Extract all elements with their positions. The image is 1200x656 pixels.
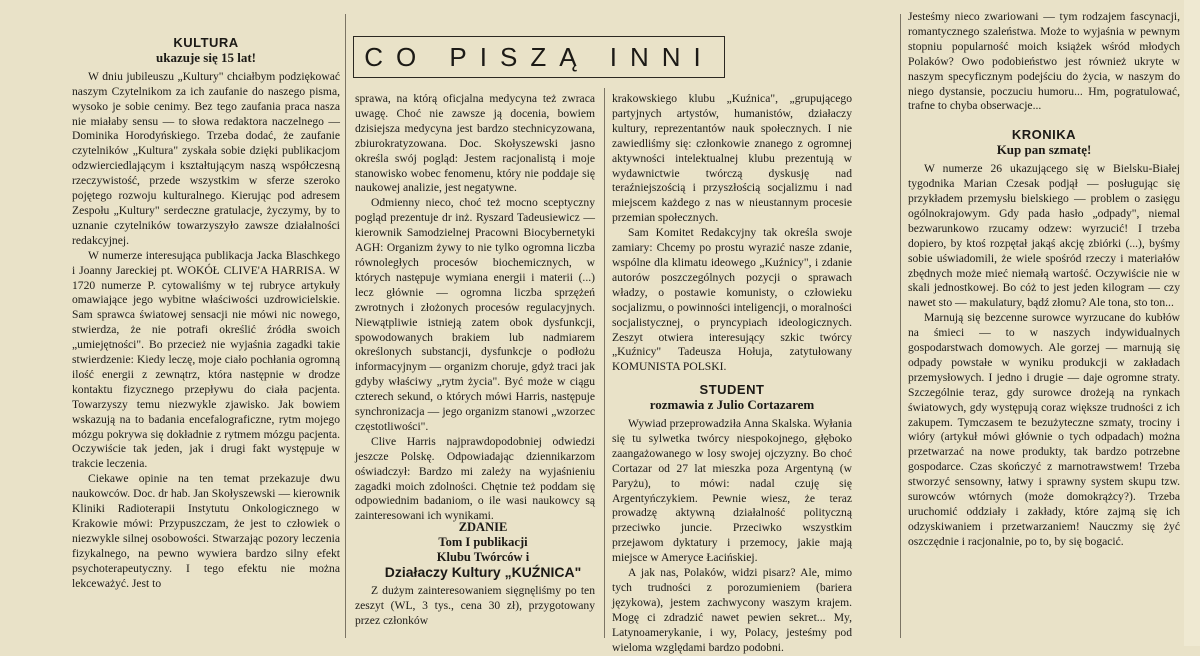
column-zdanie-cont [612,92,852,654]
student-title: STUDENT [699,382,765,398]
student-paragraph-1: Wywiad przeprowadziła Anna Skalska. Wyłania się tu sylwetka twórcy niespokojnego, głęboko zaangażowanego w losy swojej ojczyzny. Bo choć Cortazar od 27 lat mieszka poza Argentyną (w Paryżu), to mówi: nadal czuję się Argentyńczykiem. Pewnie wiesz, że teraz prowadzę aktywną działalność polityczną przeciwko juncie. Przeciwko wszystkim przejawom dyktatury i przemocy, jakie mają miejsce w Ameryce Łacińskiej. [612,417,852,565]
kronika-title: KRONIKA [1011,127,1077,143]
kultura-paragraph-2: W numerze interesująca publikacja Jacka Blaschkego i Joanny Jareckiej pt. WOKÓŁ CLIVE'A HARRISA. W 1720 numerze P. cytowaliśmy w tej rubryce artykuły omawiające jego wybitne właściwości uzdrowicielskie. Sam sprawca światowej sensacji nie mówi nic nowego, stwierdza, że nie potrafi określić źródła swoich „umiejętności". Bo przecież nie wyjaśnia zagadki takie stwierdzenie: Kiedy leczę, moje ciało pochłania ogromną ilość energii z zewnątrz, która następnie w drodze kontaktu fizycznego przepływu do ciała pacjenta. Towarzyszy temu niezwykle zjawisko. Jak bowiem wskazują na to badania encefalograficzne, rytm mojego mózgu pokrywa się dokładnie z rytmem mózgu pacjenta. Oczywiście tak jeden, jak i drugi fakt występuje w trakcie leczenia. [72,248,340,471]
zdanie-title: ZDANIE [458,520,508,534]
student-subtitle: rozmawia z Julio Cortazarem [649,397,815,413]
kronika-paragraph-1: W numerze 26 ukazującego się w Bielsku-Białej tygodnika Marian Czesak podjął — posługując się przykładem przemysłu bielskiego — problem o zasięgu ogólnokrajowym. Gdy pada hasło „odpady", niemal bezwarunkowo rzucamy odzew: wyrzucić! I trzeba dopiero, by ktoś rozpętał jakąś akcję zbiórki (...), byśmy sobie uświadomili, że wiele spośród rzeczy i materiałów zbędnych może mieć niemałą wartość. Oczywiście nie w skali jednostkowej. Bo cóż to jest jeden kilogram — czy nawet sto — makulatury, bądź złomu? Ale tona, sto ton... [908,162,1180,310]
kultura-title: KULTURA [173,35,239,50]
kultura-paragraph-3: Ciekawe opinie na ten temat przekazuje dwu naukowców. Doc. dr hab. Jan Skołyszewski — kierownik Kliniki Radioterapii Instytutu Onkologicznego w Krakowie mówi: Przypuszczam, że jest to człowiek o niezwykle silnej osobowości. Stwarzając pozory leczenia fizykalnego, na pewno wywiera bardzo silny efekt psychoterapeutyczny. I tego efektu nie można lekceważyć. Jest to [72,472,340,590]
zdanie-paragraph-3: Sam Komitet Redakcyjny tak określa swoje zamiary: Chcemy po prostu wyrazić nasze zdanie, wspólne dla klimatu ideowego „Kuźnicy", i zdanie autorów poszczególnych pozycji o sprawach władzy, o postawie komunisty, o człowieku socjalizmu, o powinności inteligencji, o moralności socjalistycznej, o pryncypiach ideologicznych. Zeszyt otwiera interesujący szkic twórcy „Kuźnicy" Tadeusza Hołuja, zatytułowany KOMUNISTA POLSKI. [612,226,852,374]
student-paragraph-2: A jak nas, Polaków, widzi pisarz? Ale, mimo tych trudności z porozumieniem (bariera językowa), jestem zachwycony waszym krajem. Mogę ci zdradzić nawet pewien sekret... My, Latynoamerykanie, i wy, Polacy, jesteśmy pod wieloma względami bardzo podobni. [612,566,852,654]
kronika-subtitle: Kup pan szmatę! [996,142,1092,158]
zdanie-sub-2: Klubu Twórców i [436,550,530,564]
harris-paragraph-2: Odmienny nieco, choć też mocno sceptyczny pogląd prezentuje dr inż. Ryszard Tadeusiewicz — kierownik Samodzielnej Pracowni Biocybernetyki AGH: Organizm żywy to nie tylko ogromna liczba równoległych procesów biochemicznych, w których następuje wymiana energii i materii (...) lecz głównie — ogromna liczba sprzężeń zwrotnych i złożonych procesów regulacyjnych. Niewątpliwie istnieją zatem obok dysfunkcji, spowodowanych brakiem lub nadmiarem określonych substancji, dysfunkcje o podłożu informacyjnym — organizm choruje, gdyż traci jak gdyby właściwy „rytm życia". Być może w ciągu czterech sekund, o których mówi Harris, następuje synchronizacja — jego organizm stanowi „wzorzec częstotliwości". [355,196,595,433]
zdanie-sub-1: Tom I publikacji [438,535,528,549]
column-divider [604,88,605,638]
column-zdanie [355,520,595,640]
kultura-subtitle: ukazuje się 15 lat! [155,49,257,65]
kronika-paragraph-2: Marnują się bezcenne surowce wyrzucane do kubłów na śmieci — to w naszych indywidualnych gospodarstwach domowych. Ale gorzej — marnują się odpady powstałe w wyniku produkcji w zakładach przemysłowych. I jedno i drugie — daje ogromne straty. Szczególnie teraz, gdy surowce drożeją na rynkach światowych, gdy występują coraz większe trudności z ich zakupem. Tymczasem te bezużyteczne szmaty, trociny i wióry (artykuł mówi głównie o tych odpadach) można przetwarzać na nowe produkty, tak bardzo potrzebne gospodarce. Czas skończyć z marnotrawstwem! Trzeba stworzyć sensowny, łatwy i sprawny system skupu tzw. surowców wtórnych (może domokrążcy?). Trzeba uruchomić oddziały i zakłady, które zajmą się ich odzyskiwaniem i przetwarzaniem! Nauczmy się żyć oszczędnie i racjonalnie, po to, by się bogacić. [908,311,1180,548]
column-divider [345,14,346,638]
harris-paragraph-1: sprawa, na którą oficjalna medycyna też zwraca uwagę. Choć nie zawsze ją docenia, bowiem dzisiejsza medycyna jest bardzo stechnicyzowana, zbiurokratyzowana. Doc. Skołyszewski jasno określa swój pogląd: Jestem racjonalistą i moje stanowisko wobec fenomenu, który nie poddaje się naukowej analizie, jest negatywne. [355,92,595,195]
column-harris [355,92,595,523]
column-kronika [908,10,1180,640]
student-paragraph-3: Jesteśmy nieco zwariowani — tym rodzajem fascynacji, romantycznego szaleństwa. Może to wyjaśnia w pewnym stopniu popularność moich książek wśród młodych Polaków? Owo podobieństwo jest również ukryte w naszym specyficznym podejściu do życia, w naszym do niego dystansie, poczuciu humoru... Hm, pogratulować, trafne to chyba obserwacje... [908,10,1180,113]
masthead-co-pisza-inni: CO PISZĄ INNI [353,36,725,78]
zdanie-paragraph-1: Z dużym zainteresowaniem sięgnęliśmy po ten zeszyt (WL, 3 tys., cena 30 zł), przygotowany przez członków [355,584,595,627]
column-kultura [72,20,340,640]
page-edge [1184,0,1200,646]
kultura-paragraph-1: W dniu jubileuszu „Kultury" chciałbym podziękować naszym Czytelnikom za ich zaufanie do naszego pisma, wysoko je sobie cenimy. Bez tego zaufania praca nasza nie miałaby sensu — to słowa redaktora naczelnego — Dominika Horodyńskiego. Trzeba dodać, że zaufanie czytelników „Kultura" zyskała sobie dzięki publikacjom odzwierciedlającym i kształtującym naszą współczesną rzeczywistość, przede wszystkim w sferze szeroko pojętego rozwoju kulturalnego. Kierując pod adresem Zespołu „Kultury" serdeczne gratulacje, życzymy, by to uznanie czytelników towarzyszyło zawsze działalności redakcyjnej. [72,69,340,247]
zdanie-sub-3: Działaczy Kultury „KUŹNICA" [384,564,582,580]
column-divider [900,14,901,638]
zdanie-paragraph-2: krakowskiego klubu „Kuźnica", „grupującego partyjnych artystów, humanistów, działaczy kultury, reprezentantów nauk społecznych. I nie zawiedliśmy się: członkowie znanego z ogromnej aktywności intelektualnej klubu prezentują w wydawnictwie twórczą dyskusję nad teraźniejszością i przyszłością socjalizmu i nad miejscem każdego z nas w nieustannym procesie przemian społecznych. [612,92,852,225]
harris-paragraph-3: Clive Harris najprawdopodobniej odwiedzi jeszcze Polskę. Odpowiadając dziennikarzom oświadczył: Bardzo mi zależy na wyjaśnieniu zagadki moich zdolności. Chętnie też poddam się odpowiednim badaniom, o ile wasi naukowcy są zainteresowani ich wynikami. [355,434,595,523]
